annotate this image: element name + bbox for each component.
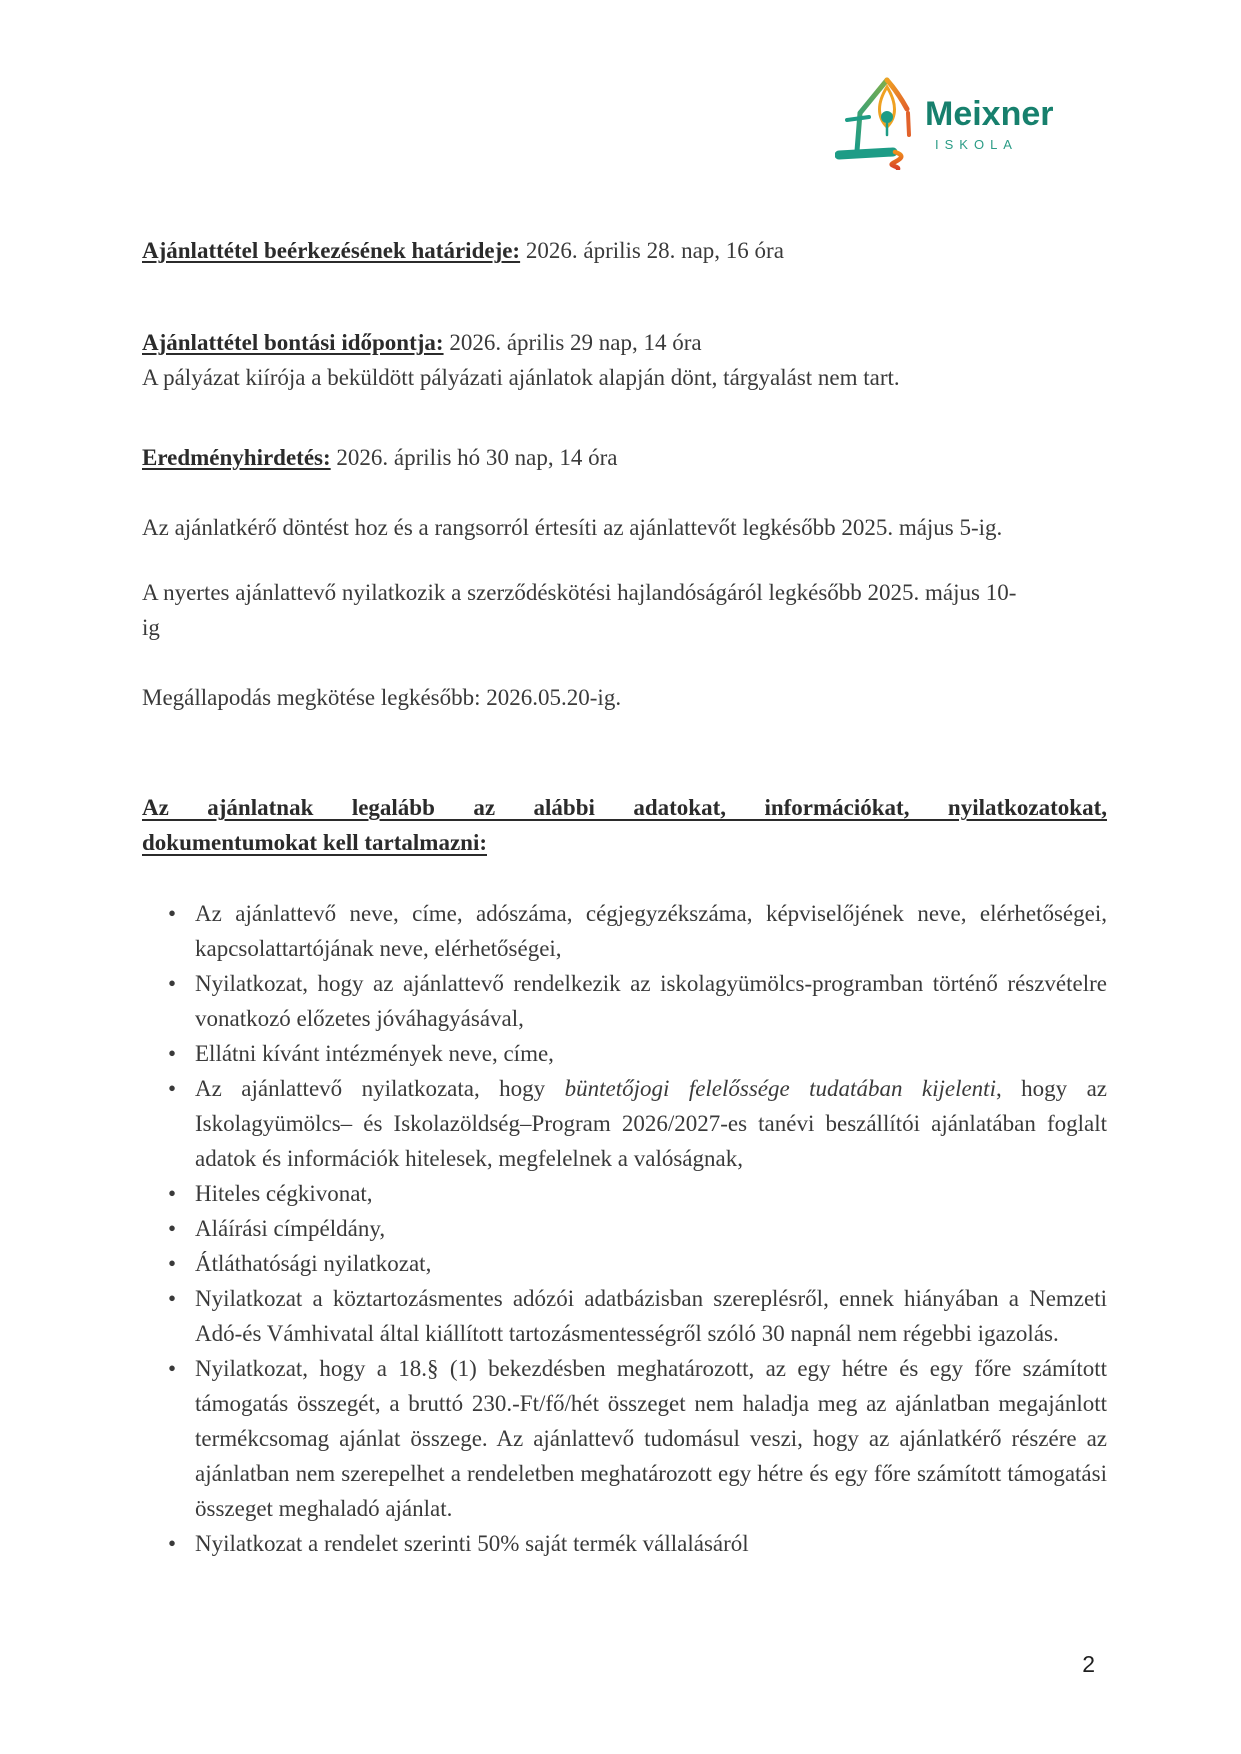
paragraph-line: ig xyxy=(142,615,160,640)
results-announcement xyxy=(142,440,1107,475)
list-item xyxy=(142,1246,1107,1281)
list-item xyxy=(142,1211,1107,1246)
requirements-heading xyxy=(142,790,1107,860)
list-item-text: Az ajánlattevő nyilatkozata, hogy xyxy=(195,1076,565,1101)
paragraph-decision xyxy=(142,510,1107,545)
list-item xyxy=(142,896,1107,966)
paragraph-line: A nyertes ajánlattevő nyilatkozik a szerződéskötési hajlandóságáról legkésőbb 2025. május 10- xyxy=(142,580,1017,605)
deadline-opening-label: Ajánlattétel bontási időpontja: xyxy=(142,330,444,355)
list-item xyxy=(142,1176,1107,1211)
deadline-submission xyxy=(142,233,1107,268)
deadline-submission-label: Ajánlattétel beérkezésének határideje: xyxy=(142,238,521,263)
list-item-text: Átláthatósági nyilatkozat, xyxy=(195,1251,432,1276)
document-body xyxy=(0,233,1241,1561)
list-item-text: , hogy az Iskolagyümölcs– és Iskolazöldség–Program 2026/2027-es tanévi beszállítói ajánlatában foglalt adatok és információk hitelesek, megfelelnek a valóságnak, xyxy=(195,1076,1107,1171)
requirements-heading-line2: dokumentumokat kell tartalmazni: xyxy=(142,830,487,855)
list-item-text: Hiteles cégkivonat, xyxy=(195,1181,373,1206)
deadline-opening-note: A pályázat kiírója a beküldött pályázati ajánlatok alapján dönt, tárgyalást nem tart. xyxy=(142,365,900,390)
meixner-iskola-logo xyxy=(835,72,1065,170)
list-item-text: Ellátni kívánt intézmények neve, címe, xyxy=(195,1041,554,1066)
logo-wordmark: Meixner xyxy=(925,95,1054,133)
list-item xyxy=(142,1281,1107,1351)
list-item xyxy=(142,1526,1107,1561)
requirements-heading-line1: Az ajánlatnak legalább az alábbi adatokat, információkat, nyilatkozatokat, xyxy=(142,795,1107,820)
results-announcement-label: Eredményhirdetés: xyxy=(142,445,331,470)
list-item-text: Aláírási címpéldány, xyxy=(195,1216,386,1241)
list-item-text-italic: büntetőjogi felelőssége tudatában kijelenti xyxy=(564,1076,996,1101)
deadline-submission-value: 2026. április 28. nap, 16 óra xyxy=(525,238,784,263)
list-item xyxy=(142,966,1107,1036)
paragraph-winner-statement xyxy=(142,575,1107,645)
paragraph-agreement xyxy=(142,680,1107,715)
page-number: 2 xyxy=(1082,1651,1095,1677)
list-item xyxy=(142,1036,1107,1071)
list-item-text: Nyilatkozat a rendelet szerinti 50% saját termék vállalásáról xyxy=(195,1531,749,1556)
logo-subtitle: ISKOLA xyxy=(935,137,1018,152)
list-item xyxy=(142,1071,1107,1176)
deadline-opening-value: 2026. április 29 nap, 14 óra xyxy=(449,330,702,355)
list-item xyxy=(142,1351,1107,1526)
deadline-opening xyxy=(142,325,1107,395)
logo-area xyxy=(0,0,1241,170)
paragraph-line: Megállapodás megkötése legkésőbb: 2026.05.20-ig. xyxy=(142,685,622,710)
house-pen-icon xyxy=(839,80,909,169)
list-item-text: Nyilatkozat, hogy a 18.§ (1) bekezdésben meghatározott, az egy hétre és egy főre számított támogatás összegét, a bruttó 230.-Ft/fő/hét összeget nem haladja meg az ajánlatban megajánlott termékcsomag ajánlat összege. Az ajánlattevő tudomásul veszi, hogy az ajánlatkérő részére az ajánlatban nem szerepelhet a rendeletben meghatározott egy hétre és egy főre számított támogatási összeget meghaladó ajánlat. xyxy=(195,1356,1107,1521)
results-announcement-value: 2026. április hó 30 nap, 14 óra xyxy=(336,445,618,470)
list-item-text: Az ajánlattevő neve, címe, adószáma, cégjegyzékszáma, képviselőjének neve, elérhetőségei, kapcsolattartójának neve, elérhetőségei, xyxy=(195,901,1107,961)
requirements-list xyxy=(142,896,1107,1561)
list-item-text: Nyilatkozat a köztartozásmentes adózói adatbázisban szereplésről, ennek hiányában a Nemzeti Adó-és Vámhivatal által kiállított tartozásmentességről szóló 30 napnál nem régebbi igazolás. xyxy=(195,1286,1107,1346)
paragraph-line: Az ajánlatkérő döntést hoz és a rangsorról értesíti az ajánlattevőt legkésőbb 2025. május 5-ig. xyxy=(142,515,1003,540)
list-item-text: Nyilatkozat, hogy az ajánlattevő rendelkezik az iskolagyümölcs-programban történő részvételre vonatkozó előzetes jóváhagyásával, xyxy=(195,971,1107,1031)
